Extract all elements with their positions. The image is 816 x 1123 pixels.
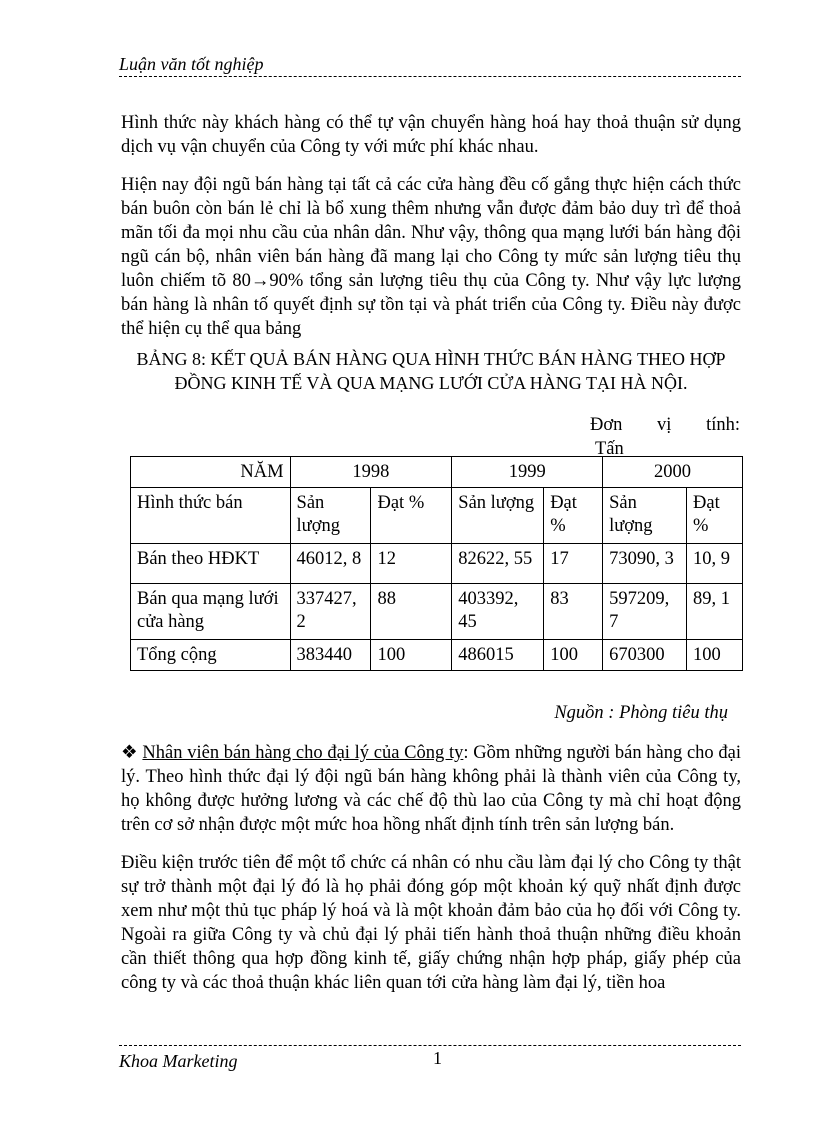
col-sl-1999: Sản lượng (452, 488, 544, 544)
table-cell: 17 (544, 544, 603, 584)
col-sl-2000: Sản lượng (603, 488, 687, 544)
footer-left: Khoa Marketing (119, 1051, 238, 1071)
table-title-line-2: ĐỒNG KINH TẾ VÀ QUA MẠNG LƯỚI CỬA HÀNG TẠI HÀ NỘI. (174, 373, 688, 393)
table-cell: 46012, 8 (290, 544, 371, 584)
table-cell: 100 (544, 640, 603, 671)
paragraph-1: Hình thức này khách hàng có thể tự vận chuyển hàng hoá hay thoả thuận sử dụng dịch vụ vận chuyển của Công ty với mức phí khác nhau. (121, 113, 741, 157)
year-1998: 1998 (290, 457, 452, 488)
section-paragraph (121, 741, 741, 837)
paragraph-2: Hiện nay đội ngũ bán hàng tại tất cả các cửa hàng đều cố gắng thực hiện cách thức bán buôn còn bán lẻ chỉ là bổ xung thêm nhưng vẫn được đảm bảo duy trì để thoả mãn tối đa mọi nhu cầu của nhân dân. Như vậy, thông qua mạng lưới bán hàng đội ngũ cán bộ, nhân viên bán hàng đã mang lại cho Công ty mức sản lượng tiêu thụ luôn chiếm tõ 80→90% tổng sản lượng tiêu thụ của Công ty. Như vậy lực lượng bán hàng là nhân tố quyết định sự tồn tại và phát triển của Công ty. Điều này được thể hiện cụ thể qua bảng (121, 175, 741, 339)
table-cell: 670300 (603, 640, 687, 671)
unit-word-3: tính: (706, 415, 740, 435)
page-number: 1 (433, 1048, 442, 1068)
col-dat-2000: Đạt % (687, 488, 743, 544)
bullet-icon: ❖ (121, 743, 138, 763)
table-title (121, 347, 741, 395)
section-heading: Nhân viên bán hàng cho đại lý của Công ty (142, 743, 464, 763)
table-cell: 486015 (452, 640, 544, 671)
row-label: Bán theo HĐKT (131, 544, 291, 584)
col-dat-1998: Đạt % (371, 488, 452, 544)
table-row-subheader (131, 488, 743, 544)
year-1999: 1999 (452, 457, 603, 488)
table-cell: 403392, 45 (452, 584, 544, 640)
unit-word-1: Đơn (590, 415, 623, 435)
row-label: Tổng cộng (131, 640, 291, 671)
sales-table (130, 456, 743, 671)
table-cell: 88 (371, 584, 452, 640)
table-cell: 83 (544, 584, 603, 640)
col-sl-1998: Sản lượng (290, 488, 371, 544)
table-cell: 10, 9 (687, 544, 743, 584)
year-header-cell: NĂM (131, 457, 291, 488)
row-label: Bán qua mạng lưới cửa hàng (131, 584, 291, 640)
table-cell: 100 (371, 640, 452, 671)
row-header-cell: Hình thức bán (131, 488, 291, 544)
table-cell: 100 (687, 640, 743, 671)
table-row (131, 544, 743, 584)
header-title: Luận văn tốt nghiệp (119, 54, 264, 74)
table-cell: 89, 1 (687, 584, 743, 640)
unit-word-4: Tấn (595, 439, 624, 459)
year-2000: 2000 (603, 457, 743, 488)
page-footer (119, 1045, 741, 1076)
table-cell: 337427, 2 (290, 584, 371, 640)
table-cell: 82622, 55 (452, 544, 544, 584)
table-source: Nguồn : Phòng tiêu thụ (554, 703, 728, 723)
table-cell: 73090, 3 (603, 544, 687, 584)
paragraph-last: Điều kiện trước tiên để một tổ chức cá nhân có nhu cầu làm đại lý cho Công ty thật sự trở thành một đại lý đó là họ phải đóng góp một khoản ký quỹ nhất định được xem như một thủ tục pháp lý hoá và là một khoản đảm bảo của họ đối với Công ty. Ngoài ra giữa Công ty và chủ đại lý phải tiến hành thoả thuận những điều khoản cần thiết thông qua hợp đồng kinh tế, giấy chứng nhận hợp pháp, giấy phép của công ty và các thoả thuận khác liên quan tới cửa hàng làm đại lý, tiền hoa (121, 853, 741, 993)
table-cell: 383440 (290, 640, 371, 671)
table-title-line-1: BẢNG 8: KẾT QUẢ BÁN HÀNG QUA HÌNH THỨC BÁN HÀNG THEO HỢP (136, 349, 726, 369)
table-row (131, 584, 743, 640)
page-header (119, 54, 741, 77)
unit-label (590, 413, 740, 461)
section-text: : Gồm những người bán hàng cho đại lý. Theo hình thức đại lý đội ngũ bán hàng không phải là thành viên của Công ty, họ không được hưởng lương và các chế độ thù lao của Công ty mà chỉ hoạt động trên cơ sở nhận được một mức hoa hồng nhất định tính trên sản lượng bán. (121, 743, 742, 835)
unit-word-2: vị (657, 415, 672, 435)
table-row (131, 640, 743, 671)
table-row-years (131, 457, 743, 488)
table-cell: 12 (371, 544, 452, 584)
table-cell: 597209, 7 (603, 584, 687, 640)
col-dat-1999: Đạt % (544, 488, 603, 544)
